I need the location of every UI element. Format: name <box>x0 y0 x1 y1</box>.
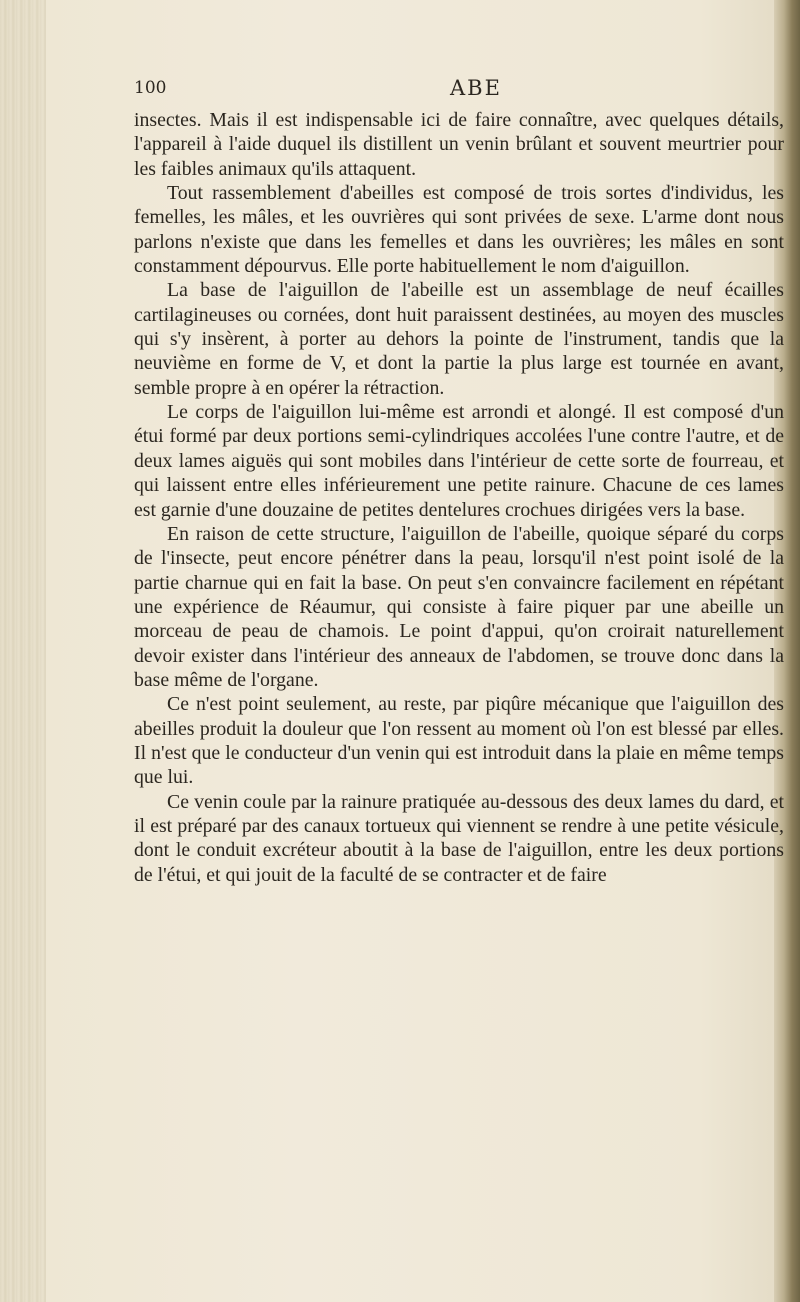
page-header <box>134 76 784 106</box>
running-head: ABE <box>450 76 502 100</box>
paragraph-7: Ce venin coule par la rainure pratiquée au-dessous des deux lames du dard, et il est préparé par des canaux tortueux qui viennent se rendre à une petite vésicule, dont le conduit excréteur aboutit à la base de l'aiguillon, entre les deux portions de l'étui, et qui jouit de la faculté de se contracter et de faire <box>134 790 784 886</box>
page-number: 100 <box>134 78 167 98</box>
page-gutter-shadow <box>0 0 46 1302</box>
paragraph-3: La base de l'aiguillon de l'abeille est un assemblage de neuf écailles cartilagineuses ou cornées, dont huit paraissent destinées, au moyen des muscles qui s'y insèrent, à porter au dehors la pointe de l'instrument, tandis que la neuvième en forme de V, et dont la partie la plus large est tournée en avant, semble propre à en opérer la rétraction. <box>134 279 784 399</box>
paragraph-1: insectes. Mais il est indispensable ici de faire connaître, avec quelques détails, l'appareil à l'aide duquel ils distillent un venin brûlant et souvent meurtrier pour les faibles animaux qu'ils attaquent. <box>134 109 784 180</box>
body-text <box>134 108 784 887</box>
paragraph-4: Le corps de l'aiguillon lui-même est arrondi et alongé. Il est composé d'un étui formé par deux portions semi-cylindriques accolées l'une contre l'autre, et de deux lames aiguës qui sont mobiles dans l'intérieur de cette sorte de fourreau, et qui laissent entre elles inférieurement une petite rainure. Chacune de ces lames est garnie d'une douzaine de petites dentelures crochues dirigées vers la base. <box>134 401 784 521</box>
paragraph-2: Tout rassemblement d'abeilles est composé de trois sortes d'individus, les femelles, les mâles, et les ouvrières qui sont privées de sexe. L'arme dont nous parlons n'existe que dans les femelles et dans les ouvrières; les mâles en sont constamment dépourvus. Elle porte habituellement le nom d'aiguillon. <box>134 182 784 278</box>
paragraph-6: Ce n'est point seulement, au reste, par piqûre mécanique que l'aiguillon des abeilles produit la douleur que l'on ressent au moment où l'on est blessé par elles. Il n'est que le conducteur d'un venin qui est introduit dans la plaie en même temps que lui. <box>134 693 784 789</box>
paragraph-5: En raison de cette structure, l'aiguillon de l'abeille, quoique séparé du corps de l'insecte, peut encore pénétrer dans la peau, lorsqu'il n'est point isolé de la partie charnue qui en fait la base. On peut s'en convaincre facilement en répétant une expérience de Réaumur, qui consiste à faire piquer par une abeille un morceau de peau de chamois. Le point d'appui, qu'on croirait naturellement devoir exister dans l'intérieur des anneaux de l'abdomen, se trouve donc dans la base même de l'organe. <box>134 522 784 691</box>
